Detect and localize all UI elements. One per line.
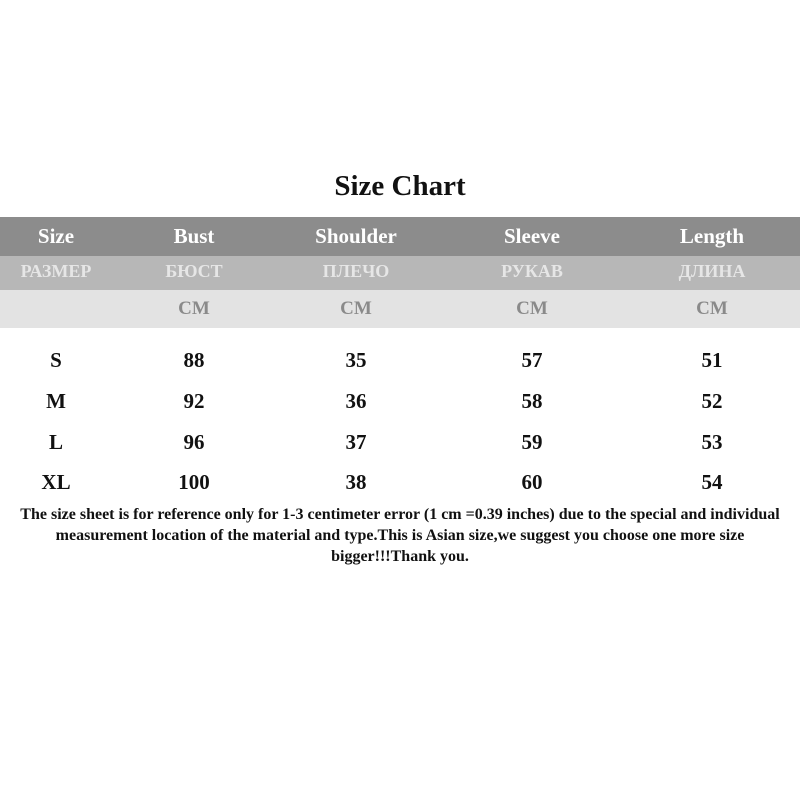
table-cell-sleeve: 58 bbox=[521, 389, 543, 413]
header-length: Length bbox=[679, 224, 745, 248]
table-cell-size: S bbox=[50, 348, 62, 372]
table-cell-length: 54 bbox=[701, 470, 723, 494]
table-cell-shoulder: 36 bbox=[345, 389, 367, 413]
table-cell-length: 52 bbox=[701, 389, 723, 413]
table-cell-sleeve: 60 bbox=[521, 470, 543, 494]
header-ru-sleeve: РУКАВ bbox=[501, 261, 563, 281]
table-cell-shoulder: 38 bbox=[345, 470, 367, 494]
header-sleeve: Sleeve bbox=[504, 224, 560, 248]
table-cell-bust: 88 bbox=[183, 348, 205, 372]
table-cell-sleeve: 59 bbox=[521, 430, 543, 454]
unit-bust: CM bbox=[178, 298, 210, 319]
header-size: Size bbox=[37, 224, 75, 248]
header-ru-length: ДЛИНА bbox=[678, 261, 746, 281]
table-cell-size: XL bbox=[41, 470, 71, 494]
header-ru-shoulder: ПЛЕЧО bbox=[322, 261, 390, 281]
table-cell-length: 51 bbox=[701, 348, 723, 372]
table-cell-shoulder: 35 bbox=[345, 348, 367, 372]
table-cell-sleeve: 57 bbox=[521, 348, 543, 372]
size-disclaimer-note: The size sheet is for reference only for 1-3 centimeter error (1 cm =0.39 inches) due to the special and individual measurement location of the material and type.This is Asian size,we suggest you choose one more size bigger!!!Thank you. bbox=[20, 506, 780, 565]
table-cell-shoulder: 37 bbox=[345, 430, 367, 454]
unit-length: CM bbox=[696, 298, 728, 319]
unit-shoulder: CM bbox=[340, 298, 372, 319]
page-title: Size Chart bbox=[334, 170, 466, 202]
table-cell-bust: 92 bbox=[183, 389, 205, 413]
header-ru-size: РАЗМЕР bbox=[20, 261, 92, 281]
table-cell-size: M bbox=[46, 389, 66, 413]
unit-sleeve: CM bbox=[516, 298, 548, 319]
header-shoulder: Shoulder bbox=[315, 224, 397, 248]
header-bust: Bust bbox=[173, 224, 215, 248]
header-ru-bust: БЮСТ bbox=[165, 261, 223, 281]
table-cell-length: 53 bbox=[701, 430, 723, 454]
table-cell-bust: 96 bbox=[183, 430, 205, 454]
table-cell-bust: 100 bbox=[178, 470, 210, 494]
table-cell-size: L bbox=[48, 430, 63, 454]
